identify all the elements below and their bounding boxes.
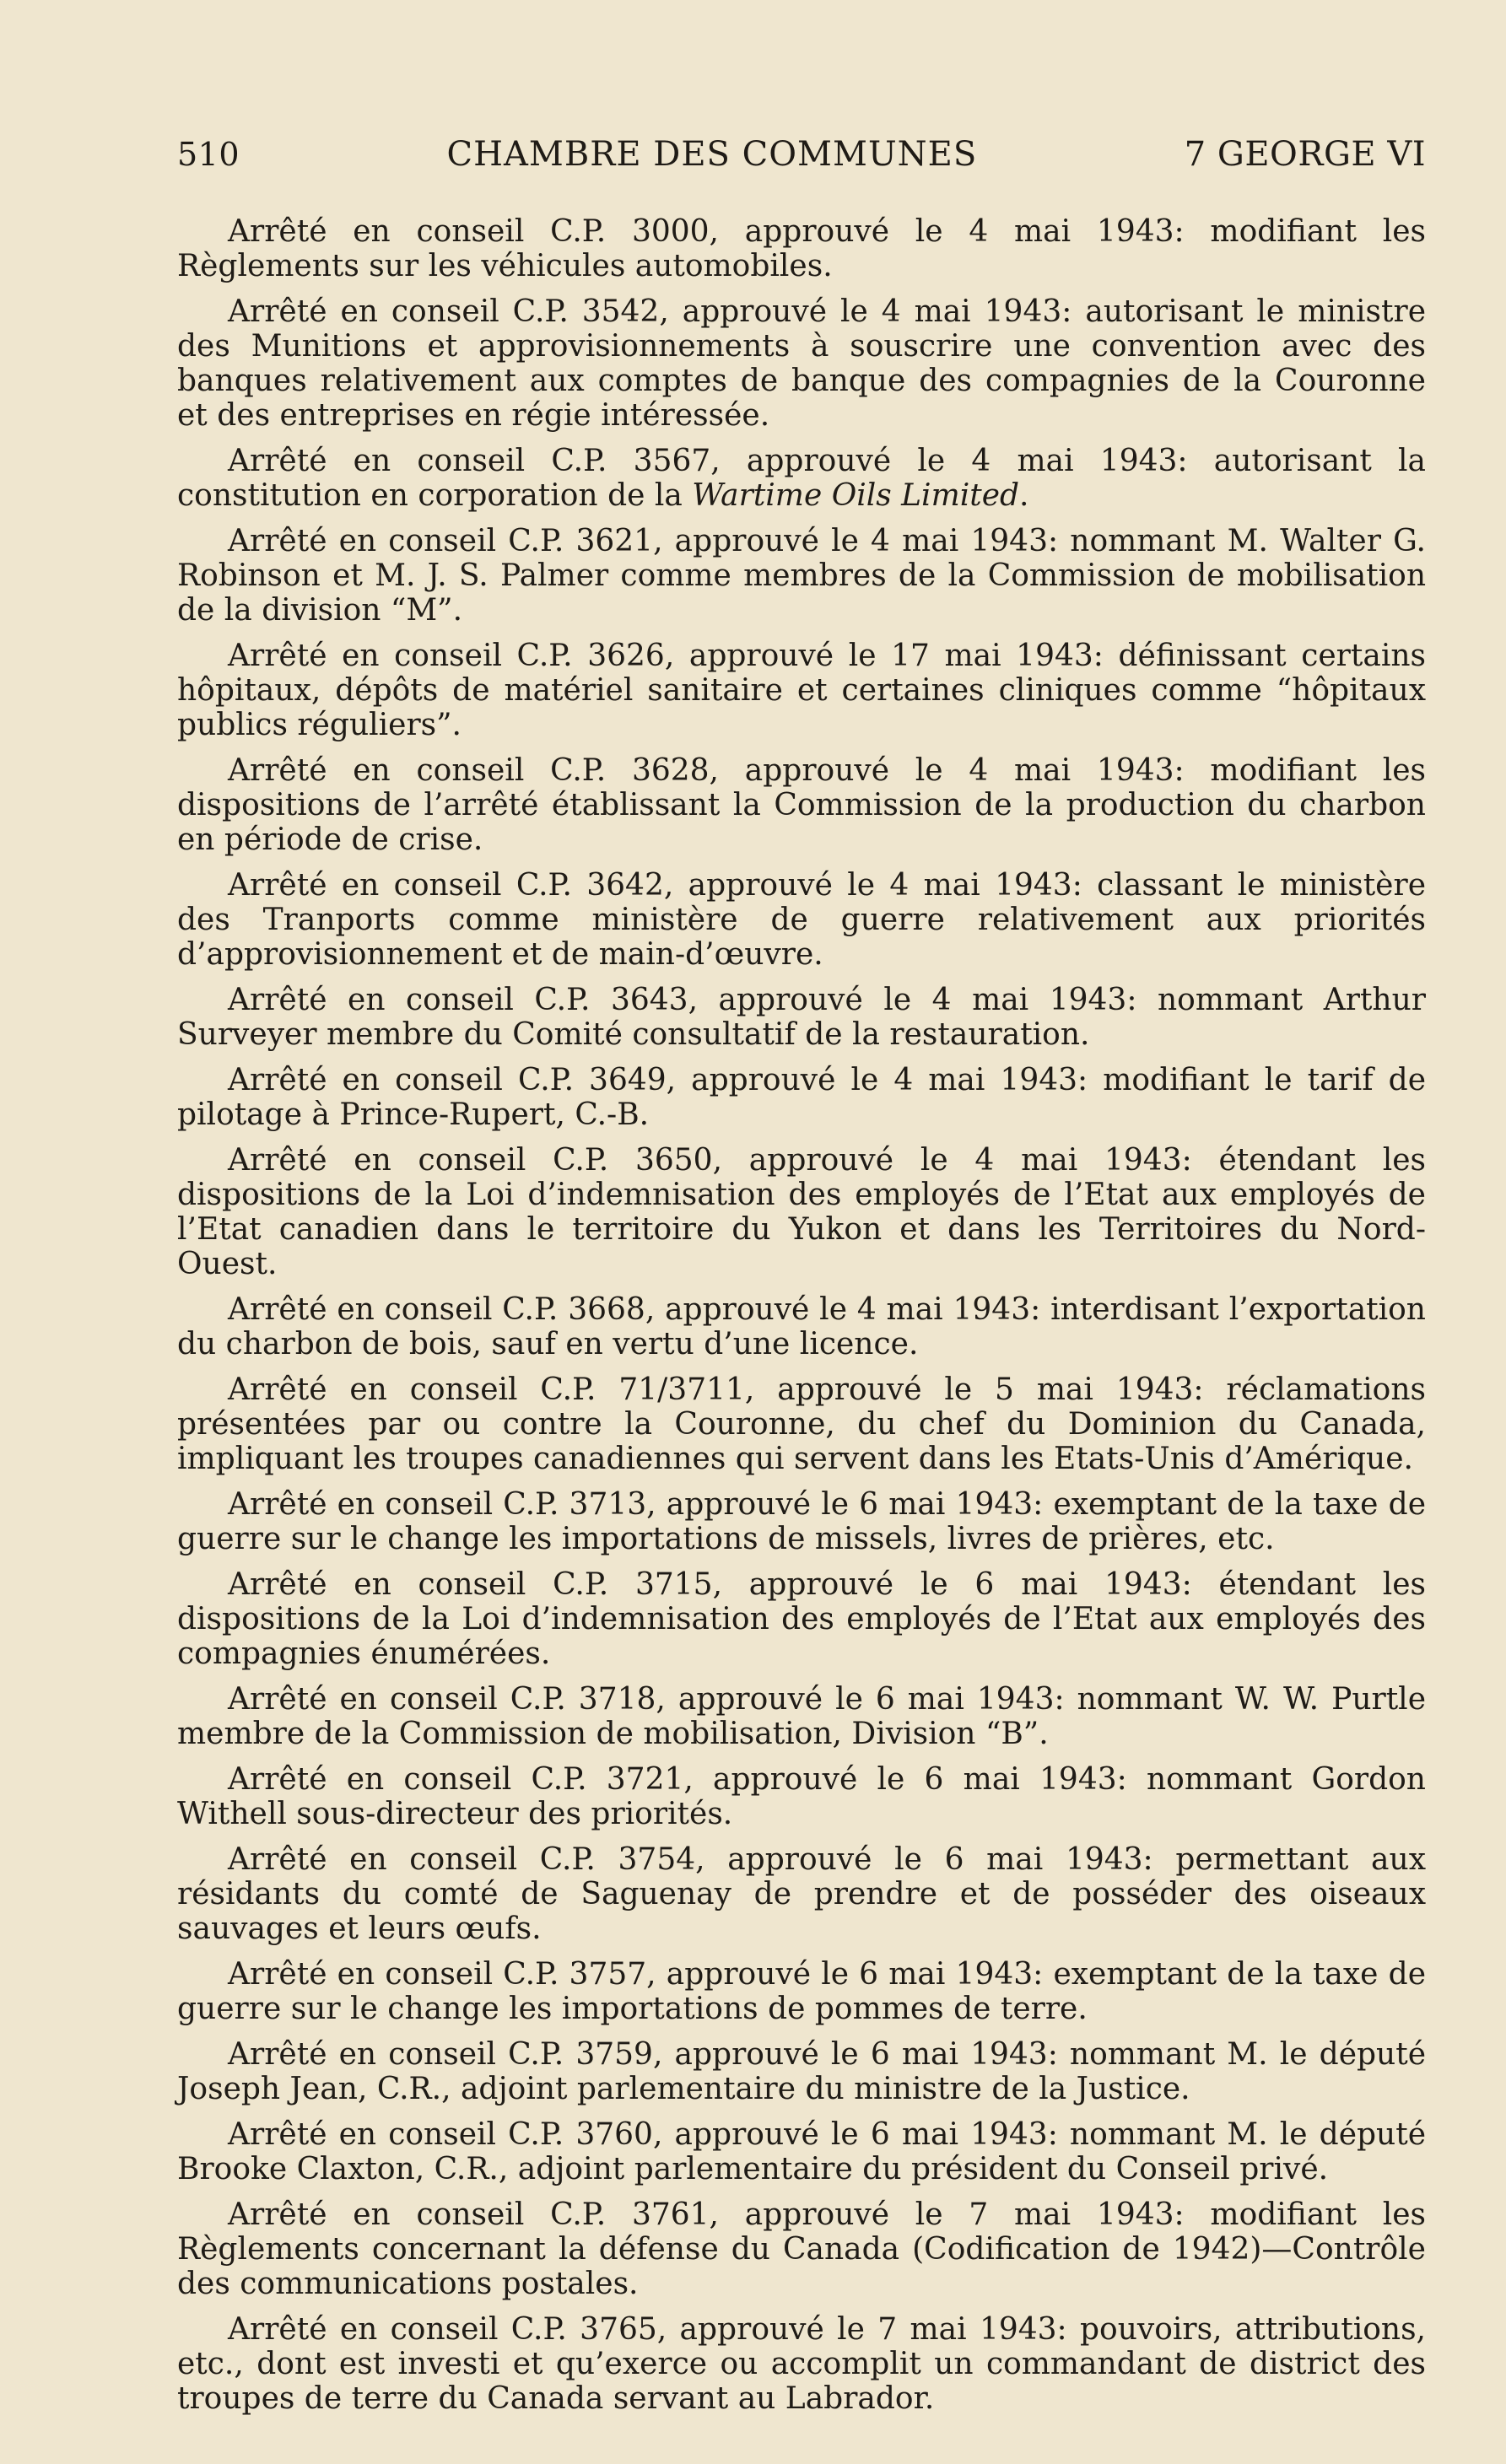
- order-in-council-list: [177, 214, 1426, 2416]
- entry: Arrêté en conseil C.P. 3718, approuvé le 6 mai 1943: nommant W. W. Purtle membre de la Commission de mobilisation, Division “B”.: [177, 1682, 1426, 1751]
- entry: Arrêté en conseil C.P. 3713, approuvé le 6 mai 1943: exemptant de la taxe de guerre sur le change les importations de missels, livres de prières, etc.: [177, 1487, 1426, 1556]
- page-number: 510: [177, 136, 240, 173]
- entry: Arrêté en conseil C.P. 3649, approuvé le 4 mai 1943: modifiant le tarif de pilotage à Prince-Rupert, C.-B.: [177, 1063, 1426, 1132]
- entry: Arrêté en conseil C.P. 3000, approuvé le 4 mai 1943: modifiant les Règlements sur les véhicules automobiles.: [177, 214, 1426, 283]
- entry: Arrêté en conseil C.P. 3643, approuvé le 4 mai 1943: nommant Arthur Surveyer membre du Comité consultatif de la restauration.: [177, 983, 1426, 1052]
- entry: Arrêté en conseil C.P. 3628, approuvé le 4 mai 1943: modifiant les dispositions de l’arrêté établissant la Commission de la production du charbon en période de crise.: [177, 753, 1426, 857]
- entry: Arrêté en conseil C.P. 3715, approuvé le 6 mai 1943: étendant les dispositions de la Loi d’indemnisation des employés de l’Etat aux employés des compagnies énumérées.: [177, 1567, 1426, 1671]
- running-title: CHAMBRE DES COMMUNES: [446, 135, 978, 174]
- entry: Arrêté en conseil C.P. 3567, approuvé le 4 mai 1943: autorisant la constitution en corporation de la Wartime Oils Limited.: [177, 444, 1426, 513]
- entry: Arrêté en conseil C.P. 3621, approuvé le 4 mai 1943: nommant M. Walter G. Robinson et M. J. S. Palmer comme membres de la Commission de mobilisation de la division “M”.: [177, 524, 1426, 628]
- entry: Arrêté en conseil C.P. 3668, approuvé le 4 mai 1943: interdisant l’exportation du charbon de bois, sauf en vertu d’une licence.: [177, 1292, 1426, 1361]
- entry: Arrêté en conseil C.P. 3721, approuvé le 6 mai 1943: nommant Gordon Withell sous-directeur des priorités.: [177, 1762, 1426, 1831]
- company-name: Wartime Oils Limited: [692, 478, 1020, 513]
- entry: Arrêté en conseil C.P. 3754, approuvé le 6 mai 1943: permettant aux résidants du comté de Saguenay de prendre et de posséder des oiseaux sauvages et leurs œufs.: [177, 1842, 1426, 1946]
- entry: Arrêté en conseil C.P. 3757, approuvé le 6 mai 1943: exemptant de la taxe de guerre sur le change les importations de pommes de terre.: [177, 1957, 1426, 2026]
- reign-label: 7 GEORGE VI: [1184, 135, 1426, 174]
- entry: Arrêté en conseil C.P. 3542, approuvé le 4 mai 1943: autorisant le ministre des Munitions et approvisionnements à souscrire une convention avec des banques relativement aux comptes de banque des compagnies de la Couronne et des entreprises en régie intéressée.: [177, 294, 1426, 433]
- entry: Arrêté en conseil C.P. 3626, approuvé le 17 mai 1943: définissant certains hôpitaux, dépôts de matériel sanitaire et certaines cliniques comme “hôpitaux publics réguliers”.: [177, 639, 1426, 742]
- entry: Arrêté en conseil C.P. 3650, approuvé le 4 mai 1943: étendant les dispositions de la Loi d’indemnisation des employés de l’Etat aux employés de l’Etat canadien dans le territoire du Yukon et dans les Territoires du Nord-Ouest.: [177, 1143, 1426, 1281]
- entry: Arrêté en conseil C.P. 3760, approuvé le 6 mai 1943: nommant M. le député Brooke Claxton, C.R., adjoint parlementaire du président du Conseil privé.: [177, 2117, 1426, 2186]
- entry: Arrêté en conseil C.P. 71/3711, approuvé le 5 mai 1943: réclamations présentées par ou contre la Couronne, du chef du Dominion du Canada, impliquant les troupes canadiennes qui servent dans les Etats-Unis d’Amérique.: [177, 1372, 1426, 1476]
- entry: Arrêté en conseil C.P. 3765, approuvé le 7 mai 1943: pouvoirs, attributions, etc., dont est investi et qu’exerce ou accomplit un commandant de district des troupes de terre du Canada servant au Labrador.: [177, 2312, 1426, 2416]
- document-page: [177, 135, 1426, 2427]
- running-header: [177, 135, 1426, 174]
- entry: Arrêté en conseil C.P. 3642, approuvé le 4 mai 1943: classant le ministère des Tranports comme ministère de guerre relativement aux priorités d’approvisionnement et de main-d’œuvre.: [177, 868, 1426, 972]
- entry: Arrêté en conseil C.P. 3761, approuvé le 7 mai 1943: modifiant les Règlements concernant la défense du Canada (Codification de 1942)—Contrôle des communications postales.: [177, 2197, 1426, 2301]
- entry: Arrêté en conseil C.P. 3759, approuvé le 6 mai 1943: nommant M. le député Joseph Jean, C.R., adjoint parlementaire du ministre de la Justice.: [177, 2037, 1426, 2106]
